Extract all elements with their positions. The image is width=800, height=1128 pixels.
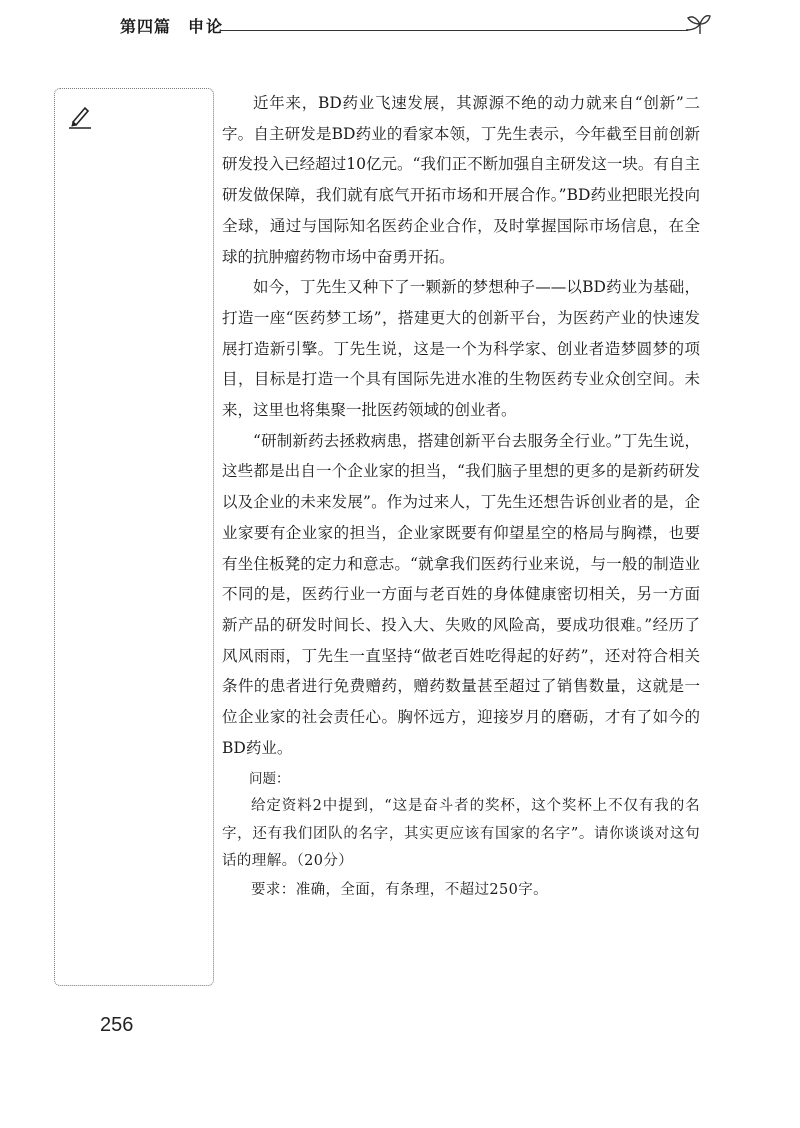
page-header [0, 0, 800, 40]
main-content [222, 88, 700, 904]
body-paragraph: 近年来，BD药业飞速发展，其源源不绝的动力就来自“创新”二字。自主研发是BD药业的看家本领，丁先生表示，今年截至目前创新研发投入已经超过10亿元。“我们正不断加强自主研发这一块。有自主研发做保障，我们就有底气开拓市场和开展合作。”BD药业把眼光投向全球，通过与国际知名医药企业合作，及时掌握国际市场信息，在全球的抗肿瘤药物市场中奋勇开拓。 [222, 94, 700, 266]
section-title: 申论 [188, 17, 225, 36]
question-label: 问题： [249, 771, 290, 788]
header-rule [220, 30, 688, 31]
notes-margin-box [54, 88, 214, 986]
question-text: 给定资料2中提到，“这是奋斗者的奖杯，这个奖杯上不仅有我的名字，还有我们团队的名字，其实更应该有国家的名字”。请你谈谈对这句话的理解。（20分） [222, 798, 700, 870]
page-number: 256 [100, 1014, 134, 1036]
body-paragraph: 如今，丁先生又种下了一颗新的梦想种子——以BD药业为基础，打造一座“医药梦工场”，搭建更大的创新平台，为医药产业的快速发展打造新引擎。丁先生说，这是一个为科学家、创业者造梦圆梦的项目，目标是打造一个具有国际先进水准的生物医药专业众创空间。未来，这里也将集聚一批医药领域的创业者。 [222, 278, 700, 420]
sprout-ornament-icon [682, 10, 714, 38]
part-label: 第四篇 [120, 17, 172, 36]
pencil-icon [67, 103, 93, 129]
body-paragraph: “研制新药去拯救病患，搭建创新平台去服务全行业。”丁先生说，这些都是出自一个企业家的担当，“我们脑子里想的更多的是新药研发以及企业的未来发展”。作为过来人，丁先生还想告诉创业者的是，企业家要有企业家的担当，企业家既要有仰望星空的格局与胸襟，也要有坐住板凳的定力和意志。“就拿我们医药行业来说，与一般的制造业不同的是，医药行业一方面与老百姓的身体健康密切相关，另一方面新产品的研发时间长、投入大、失败的风险高，要成功很难。”经历了风风雨雨，丁先生一直坚持“做老百姓吃得起的好药”，还对符合相关条件的患者进行免费赠药，赠药数量甚至超过了销售数量，这就是一位企业家的社会责任心。胸怀远方，迎接岁月的磨砺，才有了如今的BD药业。 [222, 431, 700, 757]
question-requirement: 要求：准确，全面，有条理，不超过250字。 [251, 881, 549, 898]
